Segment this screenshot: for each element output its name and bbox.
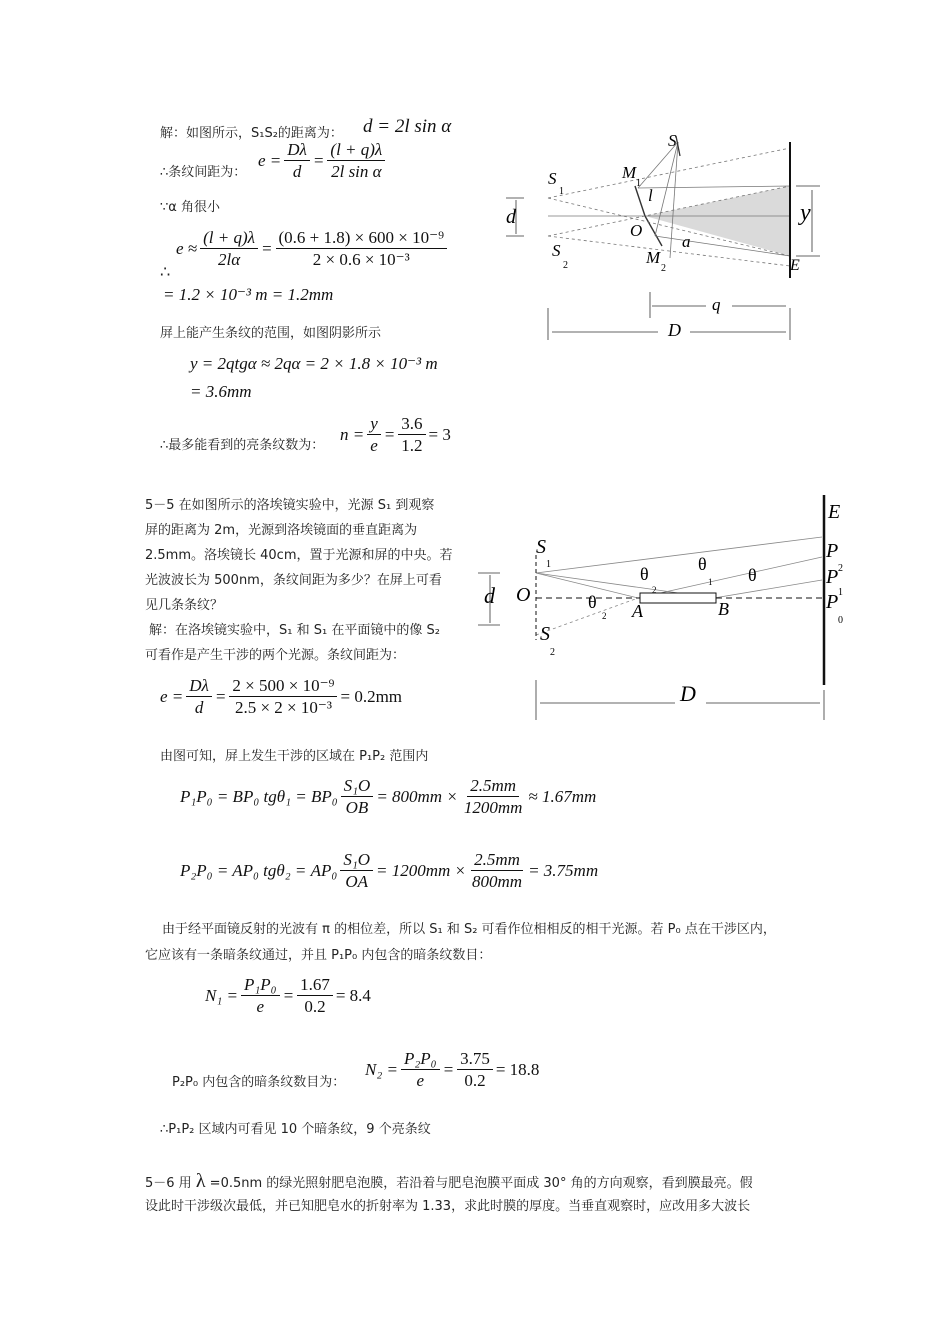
eq-e55-den1: d [194,698,204,717]
label-m1-sub: 1 [636,178,641,189]
eq-e55-num2: 2 × 500 × 10⁻⁹ [229,676,337,697]
eq-n1-den: e [256,997,265,1016]
label-d: d [506,206,516,228]
eq-n2-num: P₂P₀ [401,1049,440,1070]
phase-line1: 由于经平面镜反射的光波有 π 的相位差，所以 S₁ 和 S₂ 可看作位相相反的相干光源。若 P₀ 点在干涉区内， [162,922,776,937]
spacing-label: ∴条纹间距为： [160,165,247,180]
mirror-m2 [645,216,662,246]
label-theta1: θ [698,554,707,574]
eq-n1-num: P₁P₀ [241,975,280,996]
eq-p2-lhs: P₂P₀ = AP₀ tgθ₂ = AP₀ [180,860,338,880]
region-text: 由图可知，屏上发生干涉的区域在 P₁P₂ 范围内 [160,749,429,764]
ray-s1-top [548,148,790,198]
label-theta2-bottom: θ [588,592,597,612]
eq-e-num2: (l + q)λ [327,140,385,161]
eq-p2-num: S₁O [340,850,373,871]
label-p0: P [826,591,839,613]
eq-n-den1: e [370,436,378,455]
label-theta2-top-sub: 2 [652,585,657,595]
prob55-line: 屏的距离为 2m，光源到洛埃镜面的垂直距离为 [145,523,418,538]
prob55-sol-line: 可看作是产生干涉的两个光源。条纹间距为： [145,648,406,663]
eq-p2-den: OA [345,872,368,891]
prob55-line: 光波波长为 500nm，条纹间距为多少？在屏上可看 [145,573,442,588]
label-theta2-bottom-sub: 2 [602,611,607,621]
sol1-intro: 解：如图所示，S₁S₂的距离为： [160,126,343,141]
eq-p1-num2: 2.5mm [467,776,519,797]
prob56-line2: 设此时干涉级次最低，并已知肥皂水的折射率为 1.33，求此时膜的厚度。当垂直观察时，应改用多大波长 [145,1199,751,1214]
eq-n1-den2: 0.2 [304,997,326,1016]
prob55-line: 5－5 在如图所示的洛埃镜实验中，光源 S₁ 到观察 [145,498,435,513]
label-l: l [648,186,653,205]
eq-n2-den: e [416,1071,425,1090]
label-m1: M [622,163,637,182]
label-s1-sub: 1 [546,559,551,570]
fresnel-mirror-figure [500,128,830,348]
prob56-line1 [145,1170,753,1193]
eq-e-num1: Dλ [284,140,310,161]
eq-e55-lhs: e = [160,686,184,706]
eq-n1-block: N₁ = $\frac{\text{P₁P₀}}{e}$ = $\frac{1.67}{0.2}$ = 8.4 [205,975,371,1016]
prob56-text: =0.5nm 的绿光照射肥皂泡膜，若沿着与肥皂泡膜平面成 30° 角的方向观察，看到膜最亮。假 [209,1176,753,1191]
label-m2-sub: 2 [661,263,666,274]
eq-y2: = 3.6mm [190,382,252,401]
eq-e-lhs: e = [258,150,282,170]
ray-s1-top [536,537,822,573]
conclusion: ∴P₁P₂ 区域内可看见 10 个暗条纹，9 个亮条纹 [160,1122,431,1137]
n2-label: P₂P₀ 内包含的暗条纹数目为： [172,1075,346,1090]
label-m2: M [646,248,661,267]
ray-s2-a [536,598,638,635]
label-s: S [668,131,677,150]
max-label: ∴最多能看到的亮条纹数为： [160,438,325,453]
label-D: D [680,681,696,706]
eq-e55-block: e = $\frac{D\lambda}{d}$ = $\frac{\text{2 × 500 × 10⁻⁹}}{\text{2.5 × 2 × 10⁻³}}$ = 0.2mm [160,676,403,717]
eq-approx-den1: 2lα [218,250,241,269]
label-s1: S [548,169,557,188]
lambda-symbol: λ [195,1170,206,1192]
eq-e-den2: 2l sin α [331,162,382,181]
eq-n-block: n = $\frac{y}{e}$ = $\frac{3.6}{1.2}$ = 3 [340,414,451,455]
source-s-marker [676,136,680,156]
label-e: E [790,257,800,274]
eq-p1-rhs: ≈ 1.67mm [528,786,597,806]
label-a: a [682,232,691,251]
eq-e55-num1: Dλ [186,676,212,697]
label-o: O [630,221,643,240]
eq-n2-rhs: = 18.8 [495,1059,540,1079]
lloyd-mirror-figure [470,495,860,730]
ray-refl-b [714,580,822,598]
ray-refl-a [638,557,822,598]
eq-p1-num: S₁O [341,776,374,797]
label-b: B [718,599,729,619]
eq-p2-rhs: = 3.75mm [528,860,599,880]
label-d: d [484,583,495,608]
label-s2-sub: 2 [563,260,568,271]
eq-approx-den2: 2 × 0.6 × 10⁻³ [312,250,410,269]
eq-p1-block [180,776,596,817]
label-p2-sub: 2 [838,563,843,574]
eq-approx-block: e ≈ $\frac{(l + q)\lambda}{2l\alpha}$ = $\frac{\text{(0.6 + 1.8) × 600 × 10⁻⁹}}{\text{2 × 0.6 × 10⁻³}}$ [176,228,450,269]
label-a: A [632,601,643,621]
eq-n-num2: 3.6 [398,414,425,435]
label-theta-right: θ [748,565,757,585]
eq-e55-rhs: = 0.2mm [340,686,403,706]
label-s2: S [552,241,561,260]
label-e: E [828,501,841,523]
label-s1: S [536,536,546,558]
eq-d: d = 2l sin α [363,116,452,137]
eq-p1-den2: 1200mm [463,798,523,817]
eq-approx-lhs: e ≈ [176,238,198,258]
label-q: q [712,295,721,314]
eq-n1-rhs: = 8.4 [335,985,371,1005]
label-theta2-top: θ [640,564,649,584]
eq-n-den2: 1.2 [401,436,423,455]
eq-n1-lhs: N₁ = [205,985,238,1005]
label-s2: S [540,623,550,645]
eq-p2-block [180,850,598,891]
label-p1: P [826,566,839,588]
prob55-line: 2.5mm。洛埃镜长 40cm，置于光源和屏的中央。若 [145,548,453,563]
small-angle: ∵α 角很小 [160,200,220,215]
eq-e55-den2: 2.5 × 2 × 10⁻³ [234,698,332,717]
label-p1-sub: 1 [838,587,843,598]
eq-n2-block: N₂ = $\frac{\text{P₂P₀}}{e}$ = $\frac{3.75}{0.2}$ = 18.8 [365,1049,540,1090]
eq-p1-den: OB [345,798,369,817]
eq-p2-num2: 2.5mm [471,850,523,871]
label-p2: P [826,540,839,562]
label-y: y [800,200,811,226]
ray-refl-1 [638,186,790,188]
eq-n2-num2: 3.75 [457,1049,493,1070]
eq-n1-num2: 1.67 [297,975,333,996]
eq-approx-num2: (0.6 + 1.8) × 600 × 10⁻⁹ [276,228,447,249]
eq-approx-num1: (l + q)λ [200,228,258,249]
eq-n-rhs: = 3 [428,424,451,444]
eq-n-num1: y [367,414,381,435]
therefore: ∴ [160,262,171,281]
label-o: O [516,584,531,606]
label-p0-sub: 0 [838,615,843,626]
prob55-line: 见几条条纹？ [145,598,224,613]
eq-n2-den2: 0.2 [464,1071,486,1090]
phase-line2: 它应该有一条暗条纹通过，并且 P₁P₀ 内包含的暗条纹数目： [145,948,492,963]
prob55-sol-line: 解：在洛埃镜实验中，S₁ 和 S₁ 在平面镜中的像 S₂ [149,623,440,638]
eq-e-block: e = $\frac{D\lambda}{d}$ = $\frac{(l + q)\lambda}{\text{2l sin α}}$ [258,140,388,181]
eq-n2-lhs: N₂ = [365,1059,398,1079]
eq-e-den1: d [292,162,302,181]
eq-result: = 1.2 × 10⁻³ m = 1.2mm [163,285,334,304]
prob56-prefix: 5－6 用 [145,1176,192,1191]
prob55-statement [145,493,475,668]
label-s2-sub: 2 [550,647,555,658]
eq-y: y = 2qtgα ≈ 2qα = 2 × 1.8 × 10⁻³ m [190,354,438,373]
label-s1-sub: 1 [559,186,564,197]
eq-n-lhs: n = [340,424,365,444]
label-theta1-sub: 1 [708,577,713,587]
eq-p2-mid: = 1200mm × [376,860,467,880]
eq-p2-den2: 800mm [472,872,523,891]
eq-p1-mid: = 800mm × [376,786,458,806]
mirror-m1 [635,186,645,216]
label-D: D [668,320,681,340]
range-text: 屏上能产生条纹的范围，如图阴影所示 [160,326,382,341]
eq-p1-lhs: P₁P₀ = BP₀ tgθ₁ = BP₀ [180,786,338,806]
